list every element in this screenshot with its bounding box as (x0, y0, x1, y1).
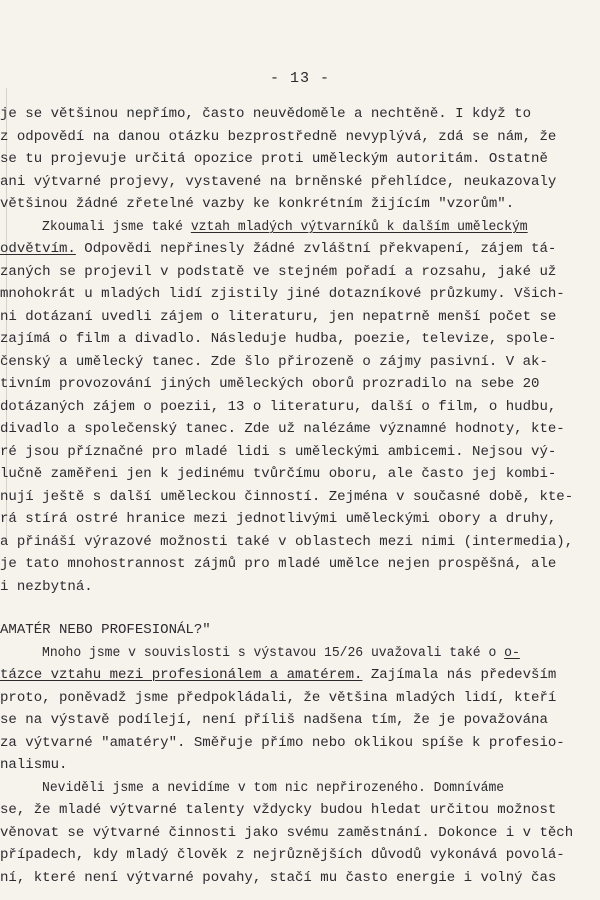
page-number: - 13 - (269, 70, 330, 87)
text-segment: nalismu. (0, 757, 68, 773)
text-line (0, 535, 594, 549)
text-line (0, 175, 594, 189)
text-line (0, 355, 594, 369)
text-segment: tivním provozování jiných uměleckých oborů prozradilo na sebe 20 (0, 376, 540, 392)
text-line (0, 107, 594, 121)
text-segment: nují ještě s další uměleckou činností. Zejména v současné době, kte- (0, 489, 574, 505)
text-segment: a přináší výrazové možnosti také v oblastech mezi nimi (intermedia), (0, 534, 574, 550)
text-segment: z odpovědí na danou otázku bezprostředně nevyplývá, zdá se nám, že (0, 129, 557, 145)
text-line (0, 422, 594, 436)
text-line (0, 803, 594, 817)
text-line (0, 557, 594, 571)
text-line (0, 242, 594, 256)
text-segment: zaných se projevil v podstatě ve stejném pořadí a rozsahu, jaké už (0, 264, 557, 280)
text-line (0, 871, 594, 885)
text-segment: se, že mladé výtvarné talenty vždycky budou hledat určitou možnost (0, 802, 557, 818)
text-line (0, 623, 594, 637)
text-segment: Neviděli jsme a nevidíme v tom nic nepřirozeného. Domníváme (42, 780, 505, 796)
text-segment: dotázaných zájem o poezii, 13 o literaturu, další o film, o hudbu, (0, 399, 557, 415)
text-line (0, 713, 594, 727)
text-line (0, 445, 594, 459)
text-segment: případech, kdy mladý člověk z nejrůznějších důvodů vykonává povolá- (0, 847, 565, 863)
text-segment: divadlo a společenský tanec. Zde už nalézáme významné hodnoty, kte- (0, 421, 565, 437)
underlined-text: o- (504, 645, 520, 661)
text-segment: je tato mnohostrannost zájmů pro mladé umělce nejen prospěšná, ale (0, 556, 557, 572)
text-line (0, 197, 594, 211)
text-segment: Mnoho jsme v souvislosti s výstavou 15/26 uvažovali také o (42, 645, 505, 661)
text-segment: se na výstavě podílejí, není příliš nadšena tím, že je považována (0, 712, 548, 728)
text-line (0, 467, 594, 481)
text-line (0, 130, 594, 144)
text-line (0, 490, 594, 504)
text-line (0, 668, 594, 682)
text-segment: mnohokrát u mladých lidí zjistily jiné dotazníkové průzkumy. Všich- (0, 286, 565, 302)
text-segment: věnovat se výtvarné činnosti jako svému zaměstnání. Dokonce i v těch (0, 825, 574, 841)
text-line (0, 265, 594, 279)
text-segment: lučně zaměřeni jen k jedinému tvůrčímu oboru, ale často jej kombi- (0, 466, 557, 482)
text-segment: proto, poněvadž jsme předpokládali, že většina mladých lidí, kteří (0, 690, 557, 706)
text-segment: čenský a umělecký tanec. Zde šlo přirozeně o zájmy pasivní. V ak- (0, 354, 548, 370)
text-segment: za výtvarné "amatéry". Směřuje přímo nebo oklikou spíše k profesio- (0, 735, 565, 751)
underlined-text: odvětvím. (0, 241, 76, 257)
text-line (0, 736, 594, 750)
text-segment: je se většinou nepřímo, často neuvědoměle a nechtěně. I když to (0, 106, 532, 122)
text-line (0, 310, 594, 324)
text-line (0, 287, 594, 301)
text-line (0, 400, 594, 414)
text-segment: se tu projevuje určitá opozice proti uměleckým autoritám. Ostatně (0, 151, 548, 167)
text-line (42, 220, 594, 234)
text-segment: zajímá o film a divadlo. Následuje hudba, poezie, televize, spole- (0, 331, 557, 347)
underlined-text: tázce vztahu mezi profesionálem a amatérem. (0, 667, 363, 683)
text-segment: rá stírá ostré hranice mezi jednotlivými uměleckými obory a druhy, (0, 511, 557, 527)
text-segment: ní, které není výtvarné povahy, stačí mu často energie i volný čas (0, 870, 557, 886)
text-segment: Zkoumali jsme také (42, 219, 191, 235)
text-line (0, 758, 594, 772)
text-line (42, 646, 594, 660)
text-segment: ni dotázaní uvedli zájem o literaturu, jen nepatrně menší počet se (0, 309, 557, 325)
underlined-text: vztah mladých výtvarníků k dalším uměleckým (190, 219, 528, 235)
text-line (0, 580, 594, 594)
text-line (42, 781, 594, 795)
text-segment: Odpovědi nepřinesly žádné zvláštní překvapení, zájem tá- (75, 241, 557, 257)
text-line (0, 512, 594, 526)
text-segment: ré jsou příznačné pro mladé lidi s uměleckými ambicemi. Nejsou vý- (0, 444, 557, 460)
text-segment: Zajímala nás především (362, 667, 557, 683)
text-line (0, 826, 594, 840)
text-line (0, 152, 594, 166)
text-segment: ani výtvarné projevy, vystavené na brněnské přehlídce, neukazovaly (0, 174, 557, 190)
text-segment: AMATÉR NEBO PROFESIONÁL?" (0, 622, 211, 638)
text-line (0, 377, 594, 391)
text-line (0, 848, 594, 862)
text-line (0, 691, 594, 705)
text-line (0, 332, 594, 346)
text-segment: většinou žádné zřetelné vazby ke konkrétním žijícím "vzorům". (0, 196, 515, 212)
text-segment: i nezbytná. (0, 579, 93, 595)
